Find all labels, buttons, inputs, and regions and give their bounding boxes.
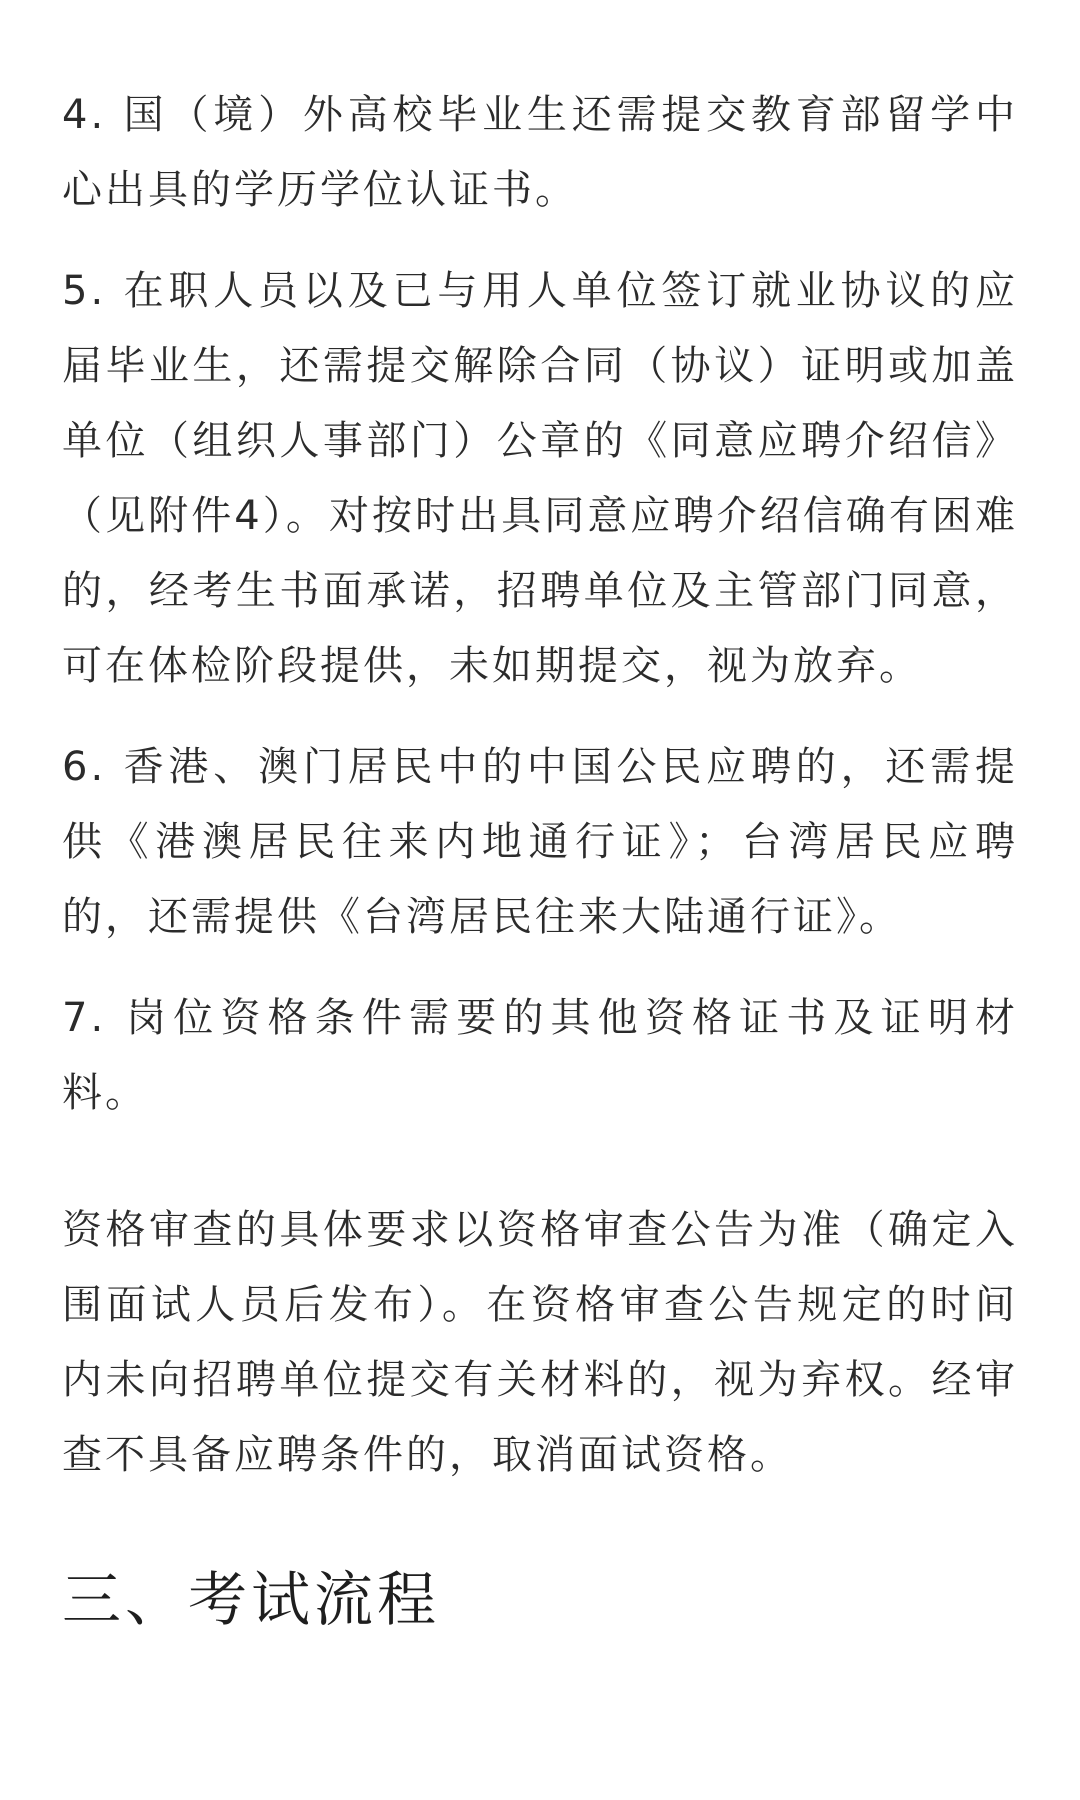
requirement-item-6: 6. 香港、澳门居民中的中国公民应聘的，还需提供《港澳居民往来内地通行证》；台湾居民应聘的，还需提供《台湾居民往来大陆通行证》。: [62, 744, 1018, 940]
qualification-review-note: 资格审查的具体要求以资格审查公告为准（确定入围面试人员后发布）。在资格审查公告规定的时间内未向招聘单位提交有关材料的，视为弃权。经审查不具备应聘条件的，取消面试资格。: [62, 1207, 1018, 1478]
requirement-item-4: 4. 国（境）外高校毕业生还需提交教育部留学中心出具的学历学位认证书。: [62, 92, 1018, 213]
requirement-item-5: 5. 在职人员以及已与用人单位签订就业协议的应届毕业生，还需提交解除合同（协议）证明或加盖单位（组织人事部门）公章的《同意应聘介绍信》（见附件4）。对按时出具同意应聘介绍信确有困难的，经考生书面承诺，招聘单位及主管部门同意，可在体检阶段提供，未如期提交，视为放弃。: [62, 268, 1018, 689]
section-heading: 三、考试流程: [62, 1565, 441, 1634]
requirement-item-7: 7. 岗位资格条件需要的其他资格证书及证明材料。: [62, 995, 1018, 1116]
